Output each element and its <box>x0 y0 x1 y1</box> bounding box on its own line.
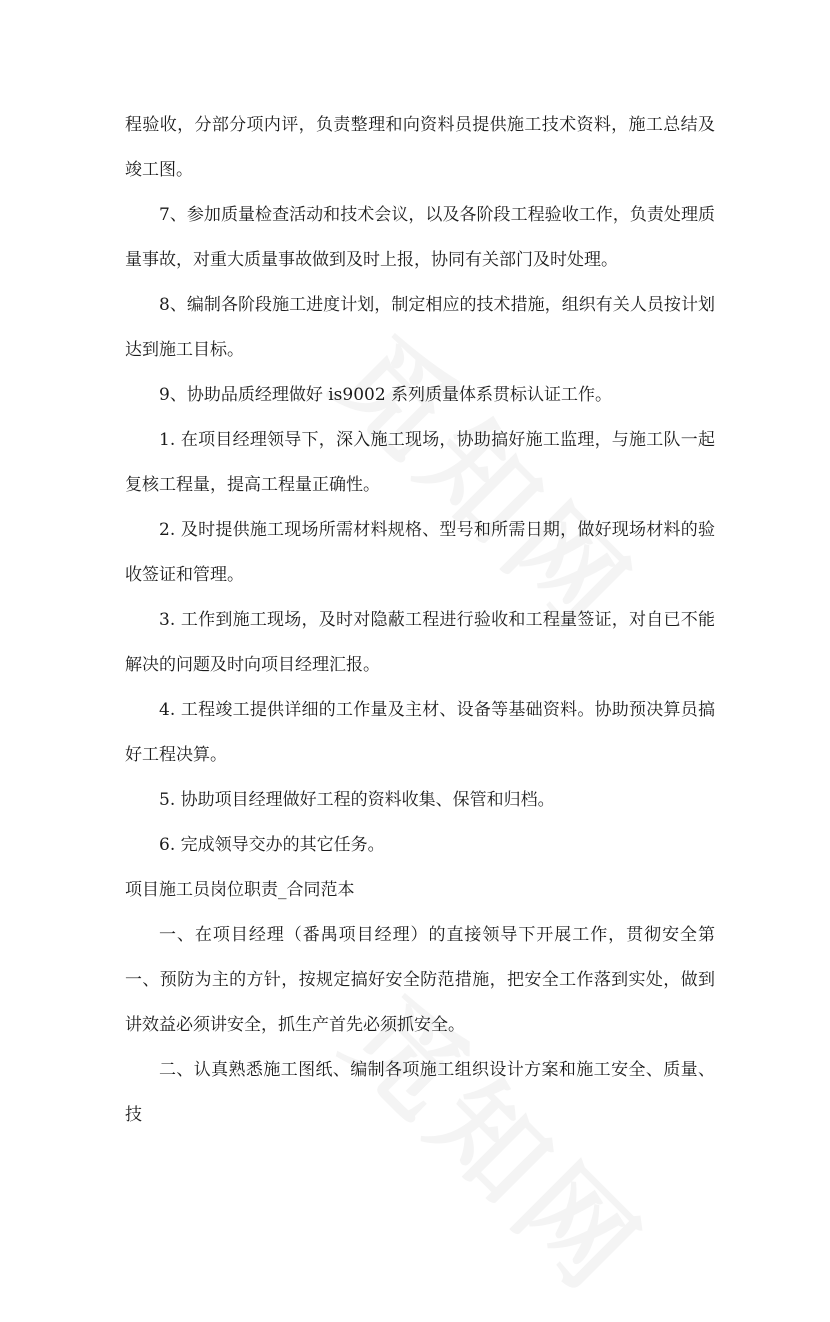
paragraph: 6. 完成领导交办的其它任务。 <box>159 835 385 855</box>
paragraph: 二、认真熟悉施工图纸、编制各项施工组织设计方案和施工安全、质量、技 <box>125 1060 715 1125</box>
paragraph: 5. 协助项目经理做好工程的资料收集、保管和归档。 <box>159 790 555 810</box>
document-body <box>125 103 715 1138</box>
paragraph: 8、编制各阶段施工进度计划，制定相应的技术措施，组织有关人员按计划达到施工目标。 <box>125 295 715 360</box>
paragraph: 1. 在项目经理领导下，深入施工现场，协助搞好施工监理，与施工队一起复核工程量，提高工程量正确性。 <box>125 430 715 495</box>
paragraph: 程验收，分部分项内评，负责整理和向资料员提供施工技术资料，施工总结及竣工图。 <box>125 115 715 180</box>
paragraph: 7、参加质量检查活动和技术会议，以及各阶段工程验收工作，负责处理质量事故，对重大质量事故做到及时上报，协同有关部门及时处理。 <box>125 205 715 270</box>
section-title: 项目施工员岗位职责_合同范本 <box>125 880 355 900</box>
paragraph: 3. 工作到施工现场，及时对隐蔽工程进行验收和工程量签证，对自已不能解决的问题及时向项目经理汇报。 <box>125 610 715 675</box>
paragraph: 9、协助品质经理做好 is9002 系列质量体系贯标认证工作。 <box>159 385 613 405</box>
paragraph: 一、在项目经理（番禺项目经理）的直接领导下开展工作，贯彻安全第一、预防为主的方针，按规定搞好安全防范措施，把安全工作落到实处，做到讲效益必须讲安全，抓生产首先必须抓安全。 <box>125 925 715 1035</box>
paragraph: 2. 及时提供施工现场所需材料规格、型号和所需日期，做好现场材料的验收签证和管理。 <box>125 520 715 585</box>
paragraph: 4. 工程竣工提供详细的工作量及主材、设备等基础资料。协助预决算员搞好工程决算。 <box>125 700 715 765</box>
